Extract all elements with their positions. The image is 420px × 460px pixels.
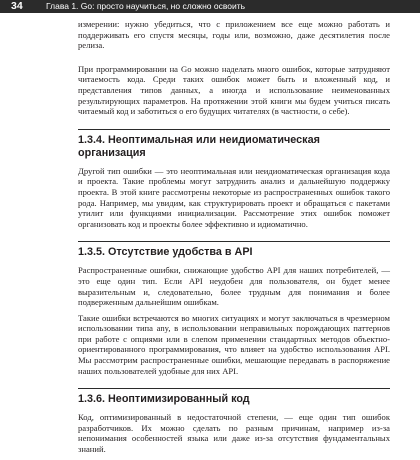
paragraph: Код, оптимизированный в недостаточной степени, — еще один тип ошибок разработчиков. Их можно сделать по разным причинам, например из-за непонимания особенностей языка или даже из-за отсутствия фундаментальных знаний.: [78, 412, 390, 455]
section-heading: 1.3.4. Неоптимальная или неидиоматическая организация: [78, 133, 320, 159]
section-heading: 1.3.6. Неоптимизированный код: [78, 393, 250, 406]
section-rule: [78, 241, 390, 242]
paragraph: При программировании на Go можно наделать много ошибок, которые затрудняют читаемость кода. Среди таких ошибок может быть и вложенный код, и представления типов данных, а иногда и использование неименованных результирующих параметров. На протяжении этой книги мы будем учиться писать читаемый код и заботиться о его будущих читателях (в частности, о себе).: [78, 63, 390, 117]
paragraph: измерении: нужно убедиться, что с приложением все еще можно работать и поддерживать его спустя месяцы, годы или, возможно, даже десятилетия после релиза.: [78, 19, 390, 51]
section-rule: [78, 129, 390, 130]
paragraph: Распространенные ошибки, снижающие удобство API для наших потребителей, — это еще один тип. Если API неудобен для пользователя, он будет менее выразительным и, следовательно, более трудным для понимания и более подверженным дальнейшим ошибкам.: [78, 265, 390, 308]
page-content: [78, 19, 390, 460]
section-rule: [78, 388, 390, 389]
chapter-title: Глава 1. Go: просто научиться, но сложно освоить: [46, 1, 246, 11]
paragraph: Другой тип ошибки — это неоптимальная или неидиоматическая организация кода и проекта. Такие проблемы могут затруднить анализ и дальнейшую поддержку проекта. В этой книге рассмотрены некоторые из распространенных ошибок такого рода. Например, мы увидим, как структурировать проект и обращаться с пакетами утилит или функциями инициализации. Рассмотрение этих ошибок поможет организовать код и проекты более эффективно и идиоматично.: [78, 165, 390, 229]
page-number: 34: [11, 0, 23, 12]
section-heading: 1.3.5. Отсутствие удобства в API: [78, 246, 253, 259]
paragraph-gap: [78, 56, 390, 64]
running-header: [0, 0, 420, 13]
paragraph: Такие ошибки встречаются во многих ситуациях и могут заключаться в чрезмерном использовании типа any, в использовании неправильных порождающих паттернов при работе с опциями или в слепом применении стандартных методов объектно-ориентированного программирования, что влияет на удобство использования API. Мы рассмотрим распространенные ошибки, мешающие передавать в распоряжение наших пользователей удобные для них API.: [78, 312, 390, 376]
